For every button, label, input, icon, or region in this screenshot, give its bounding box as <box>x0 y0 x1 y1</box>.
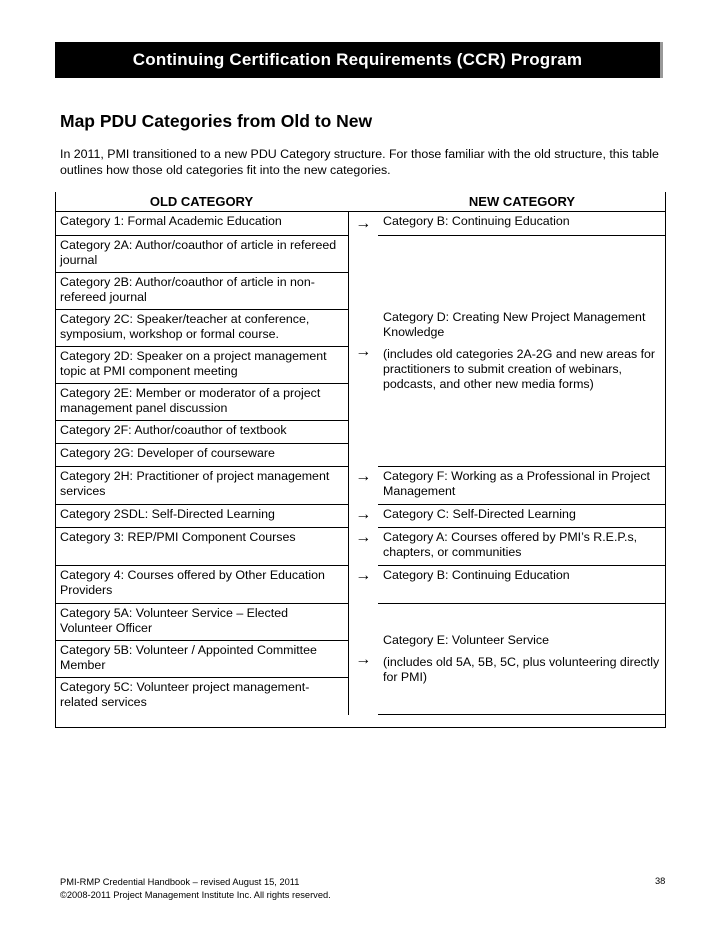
arrow-icon: → <box>355 215 372 233</box>
new-category-cell: Category F: Working as a Professional in Project Management <box>378 467 666 505</box>
new-category-cell: Category B: Continuing Education <box>378 566 666 604</box>
old-category-cell: Category 2C: Speaker/teacher at conference, symposium, workshop or formal course. <box>55 310 348 347</box>
banner-title: Continuing Certification Requirements (CCR) Program <box>132 50 583 69</box>
intro-paragraph: In 2011, PMI transitioned to a new PDU Category structure. For those familiar with the old structure, this table outlines how those old categories fit into the new categories. <box>60 147 659 177</box>
new-category-cell <box>378 236 666 467</box>
old-category-cell: Category 2G: Developer of courseware <box>55 444 348 467</box>
new-category-cell: Category B: Continuing Education <box>378 212 666 236</box>
footer <box>60 876 331 902</box>
header-old-category: OLD CATEGORY <box>55 192 348 212</box>
new-category-note: (includes old 5A, 5B, 5C, plus volunteering directly for PMI) <box>383 655 660 684</box>
arrow-icon: → <box>355 566 372 584</box>
old-category-cell: Category 2H: Practitioner of project management services <box>55 467 348 505</box>
arrow-icon: → <box>355 467 372 485</box>
new-category-cell <box>378 604 666 715</box>
new-category-note: (includes old categories 2A-2G and new areas for practitioners to submit creation of webinars, podcasts, and other new media forms) <box>383 347 656 391</box>
arrow-icon: → <box>355 528 372 546</box>
table-row <box>55 467 666 505</box>
old-category-cell: Category 4: Courses offered by Other Education Providers <box>55 566 348 604</box>
table-header-row <box>55 192 666 212</box>
old-category-cell: Category 5C: Volunteer project management-related services <box>55 678 348 715</box>
footer-handbook-line: PMI-RMP Credential Handbook – revised August 15, 2011 <box>60 877 300 887</box>
old-category-cell: Category 2SDL: Self-Directed Learning <box>55 505 348 528</box>
old-category-cell: Category 5B: Volunteer / Appointed Committee Member <box>55 641 348 678</box>
old-category-cell: Category 2E: Member or moderator of a project management panel discussion <box>55 384 348 421</box>
new-category-cell: Category C: Self-Directed Learning <box>378 505 666 528</box>
arrow-icon: → <box>355 650 372 668</box>
old-category-cell: Category 2B: Author/coauthor of article in non-refereed journal <box>55 273 348 310</box>
header-spacer <box>348 192 378 212</box>
header-new-category: NEW CATEGORY <box>378 192 666 212</box>
table-row <box>55 236 666 273</box>
title-banner <box>55 42 663 78</box>
arrow-icon: → <box>355 505 372 523</box>
old-category-cell: Category 3: REP/PMI Component Courses <box>55 528 348 566</box>
category-map-table <box>55 192 666 715</box>
table-row <box>55 566 666 604</box>
old-category-cell: Category 2A: Author/coauthor of article in refereed journal <box>55 236 348 273</box>
new-category-cell: Category A: Courses offered by PMI’s R.E.P.s, chapters, or communities <box>378 528 666 566</box>
table-row <box>55 528 666 566</box>
old-category-cell: Category 2F: Author/coauthor of textbook <box>55 421 348 444</box>
old-category-cell: Category 2D: Speaker on a project management topic at PMI component meeting <box>55 347 348 384</box>
table-row <box>55 604 666 641</box>
arrow-icon: → <box>355 342 372 360</box>
new-category-title: Category E: Volunteer Service <box>383 633 549 647</box>
table-row <box>55 505 666 528</box>
page-number: 38 <box>655 876 666 886</box>
footer-copyright-line: ©2008-2011 Project Management Institute Inc. All rights reserved. <box>60 890 331 900</box>
old-category-cell: Category 5A: Volunteer Service – Elected Volunteer Officer <box>55 604 348 641</box>
new-category-title: Category D: Creating New Project Management Knowledge <box>383 310 646 339</box>
section-heading: Map PDU Categories from Old to New <box>60 111 373 131</box>
table-row <box>55 212 666 236</box>
old-category-cell: Category 1: Formal Academic Education <box>55 212 348 236</box>
